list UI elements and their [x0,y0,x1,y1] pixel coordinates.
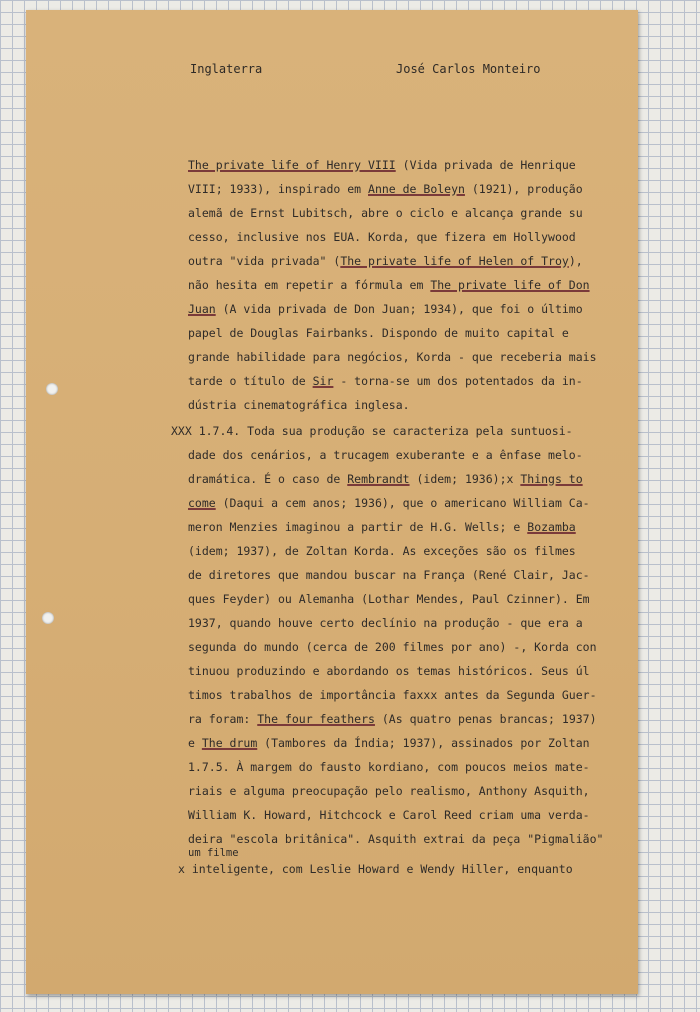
text-segment: x inteligente, com Leslie Howard e Wendy Hiller, enquanto [178,862,573,876]
text-line [188,712,597,726]
text-segment: alemã de Ernst Lubitsch, abre o ciclo e alcança grande su [188,206,583,220]
text-line [188,230,576,244]
text-line [188,374,583,388]
text-line [188,326,569,340]
text-line [188,278,590,292]
text-segment: tinuou produzindo e abordando os temas históricos. Seus úl [188,664,590,678]
text-line [188,760,590,774]
underlined-title: Rembrandt [347,472,410,486]
underlined-title: Bozamba [527,520,576,534]
text-line [188,832,603,846]
text-line [178,862,573,876]
text-line [188,688,597,702]
text-segment: ra foram: [188,712,258,726]
text-segment: segunda do mundo (cerca de 200 filmes por ano) -, Korda con [188,640,597,654]
text-segment: timos trabalhos de importância faxxx antes da Segunda Guer- [188,688,597,702]
text-line [188,302,583,316]
text-line [188,254,583,268]
text-segment: William K. Howard, Hitchcock e Carol Reed criam uma verda- [188,808,590,822]
text-line [188,846,239,860]
text-segment: meron Menzies imaginou a partir de H.G. Wells; e [188,520,528,534]
text-segment: 1.7.5. À margem do fausto kordiano, com poucos meios mate- [188,760,590,774]
text-line [171,424,573,438]
text-line [188,736,590,750]
text-line [188,592,590,606]
text-segment: (A vida privada de Don Juan; 1934), que foi o último [215,302,583,316]
text-segment: (idem; 1937), de Zoltan Korda. As exceções são os filmes [188,544,576,558]
header-author: José Carlos Monteiro [396,62,541,76]
text-line [188,350,597,364]
text-line [188,448,583,462]
underlined-title: The four feathers [257,712,375,726]
text-segment: outra "vida privada" ( [188,254,341,268]
text-segment: um filme [188,847,239,859]
text-segment: (Daqui a cem anos; 1936), que o americano William Ca- [215,496,590,510]
underlined-title: The drum [201,736,258,750]
text-line [188,472,583,486]
text-line [188,496,590,510]
text-line [188,616,583,630]
text-segment: e [188,736,202,750]
text-segment: - torna-se um dos potentados da in- [333,374,583,388]
underlined-title: The private life of Don [430,278,590,292]
text-segment: (Tambores da Índia; 1937), assinados por Zoltan [257,736,590,750]
text-segment: (As quatro penas brancas; 1937) [374,712,597,726]
text-line [188,398,410,412]
text-segment: 1937, quando houve certo declínio na produção - que era a [188,616,583,630]
text-segment: dústria cinematográfica inglesa. [188,398,410,412]
text-segment: cesso, inclusive nos EUA. Korda, que fizera em Hollywood [188,230,576,244]
underlined-title: Sir [312,374,334,388]
text-segment: XXX 1.7.4. Toda sua produção se caracteriza pela suntuosi- [171,424,573,438]
text-line [188,664,590,678]
text-line [188,544,576,558]
underlined-title: come [188,496,216,510]
text-line [188,568,590,582]
text-line [188,206,583,220]
text-segment: ques Feyder) ou Alemanha (Lothar Mendes, Paul Czinner). Em [188,592,590,606]
punch-hole-bottom [42,612,54,624]
underlined-title: The private life of Helen of Troy [340,254,569,268]
underlined-title: The private life of Henry VIII [188,158,396,172]
punch-hole-top [46,383,58,395]
underlined-title: Juan [188,302,216,316]
text-line [188,640,597,654]
text-segment: (idem; 1936);x [409,472,521,486]
text-segment: (1921), produção [464,182,583,196]
text-segment: não hesita em repetir a fórmula em [188,278,431,292]
text-segment: dade dos cenários, a trucagem exuberante e a ênfase melo- [188,448,583,462]
text-segment: (Vida privada de Henrique [395,158,576,172]
text-line [188,182,583,196]
text-segment: de diretores que mandou buscar na França (René Clair, Jac- [188,568,590,582]
underlined-title: Things to [520,472,583,486]
text-segment: tarde o título de [188,374,313,388]
underlined-title: Anne de Boleyn [368,182,465,196]
text-line [188,784,590,798]
text-line [188,520,576,534]
header-country: Inglaterra [190,62,263,76]
text-line [188,158,576,172]
text-line [188,808,590,822]
text-segment: riais e alguma preocupação pelo realismo, Anthony Asquith, [188,784,590,798]
typewritten-page [26,10,638,994]
text-segment: papel de Douglas Fairbanks. Dispondo de muito capital e [188,326,569,340]
text-segment: ), [568,254,583,268]
text-segment: deira "escola britânica". Asquith extrai da peça "Pigmalião" [188,832,604,846]
text-segment: VIII; 1933), inspirado em [188,182,369,196]
text-segment: grande habilidade para negócios, Korda - que receberia mais [188,350,597,364]
text-segment: dramática. É o caso de [188,472,348,486]
